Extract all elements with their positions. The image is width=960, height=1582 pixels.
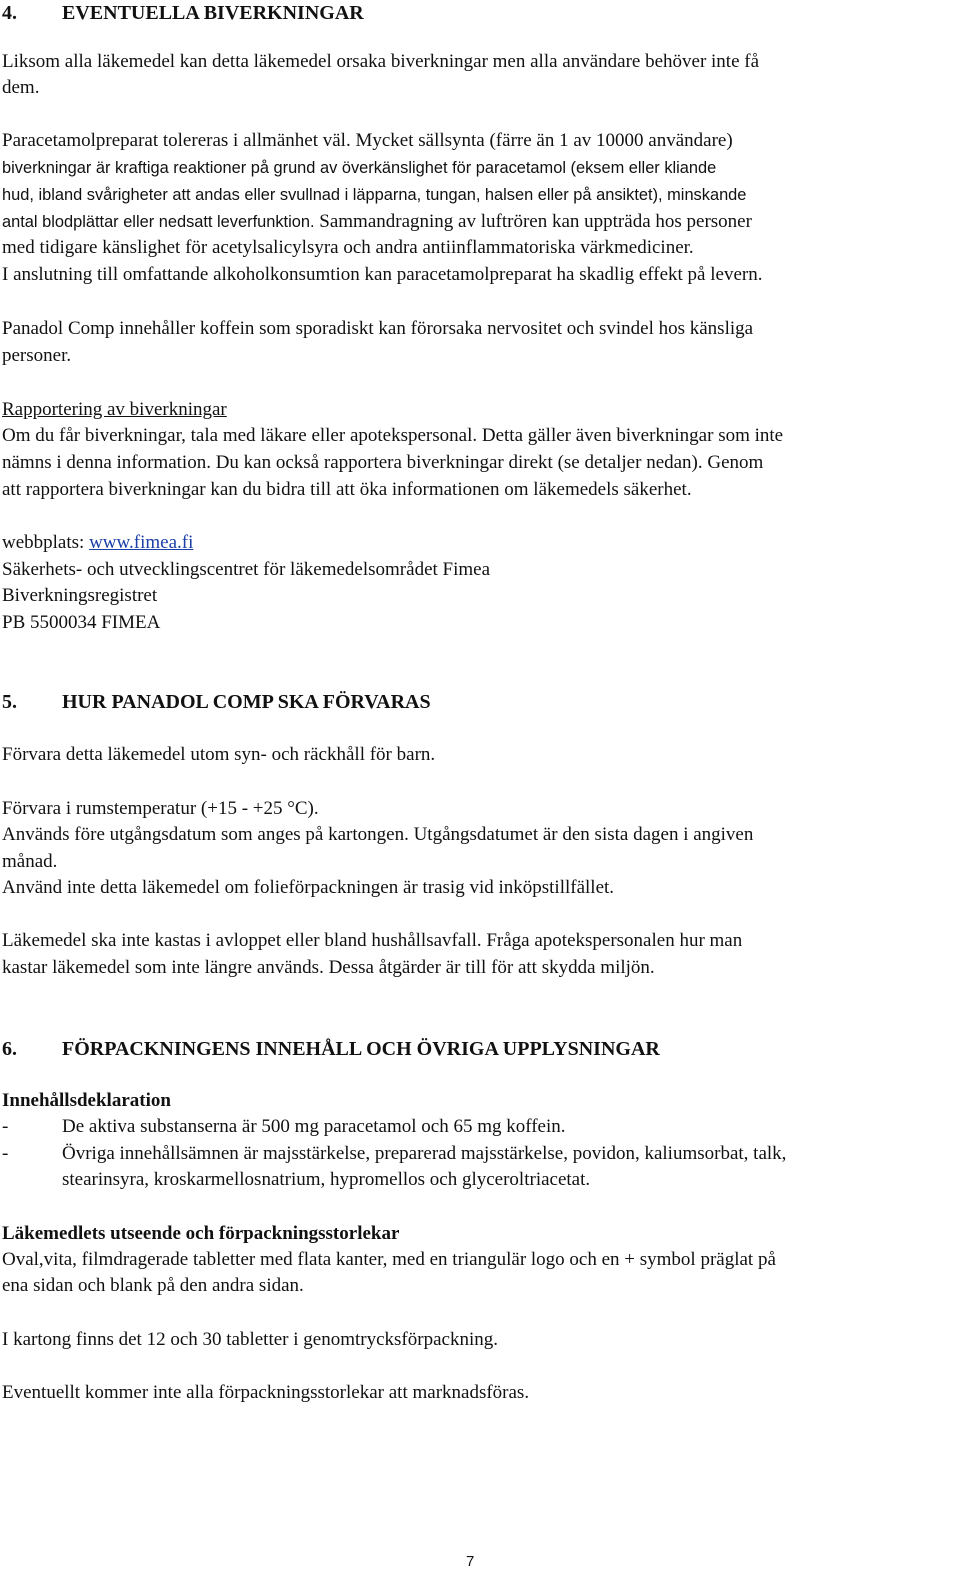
reporting-line-2: nämns i denna information. Du kan också rapportera biverkningar direkt (se detaljer nedan). Genom bbox=[2, 452, 764, 473]
intro-line-1: Liksom alla läkemedel kan detta läkemedel orsaka biverkningar men alla användare behöver inte få bbox=[2, 51, 760, 72]
tolerance-start: Paracetamolpreparat tolereras i allmänhet väl. bbox=[2, 130, 351, 151]
address-line-1: Säkerhets- och utvecklingscentret för läkemedelsområdet Fimea bbox=[2, 559, 491, 580]
reaction-line-1: biverkningar är kraftiga reaktioner på grund av överkänslighet för paracetamol (eksem eller kliande bbox=[2, 159, 717, 177]
tolerance-rest: Mycket sällsynta (färre än 1 av 10000 användare) bbox=[350, 130, 733, 151]
appearance-line-1: Oval,vita, filmdragerade tabletter med flata kanter, med en triangulär logo och en + symbol präglat på bbox=[2, 1249, 776, 1270]
address-line-3: PB 5500034 FIMEA bbox=[2, 612, 161, 633]
storage-line-3: Används före utgångsdatum som anges på kartongen. Utgångsdatumet är den sista dagen i angiven bbox=[2, 824, 754, 845]
storage-line-1: Förvara detta läkemedel utom syn- och räckhåll för barn. bbox=[2, 744, 436, 765]
website-label: webbplats: bbox=[2, 532, 90, 553]
disposal-line-1: Läkemedel ska inte kastas i avloppet eller bland hushållsavfall. Fråga apotekspersonalen hur man bbox=[2, 930, 743, 951]
appearance-line-2: ena sidan och blank på den andra sidan. bbox=[2, 1275, 304, 1296]
section-4-number: 4. bbox=[2, 2, 17, 24]
bronchial-text: Sammandragning av luftrören kan uppträda hos personer bbox=[314, 211, 752, 232]
page-number: 7 bbox=[466, 1553, 475, 1570]
section-6-title: FÖRPACKNINGENS INNEHÅLL OCH ÖVRIGA UPPLYSNINGAR bbox=[62, 1038, 660, 1060]
section-5-number: 5. bbox=[2, 691, 17, 713]
address-line-2: Biverkningsregistret bbox=[2, 585, 158, 606]
appearance-heading: Läkemedlets utseende och förpackningsstorlekar bbox=[2, 1223, 400, 1244]
storage-line-5: Använd inte detta läkemedel om folieförpackningen är trasig vid inköpstillfället. bbox=[2, 877, 615, 898]
platelet-text: antal blodplättar eller nedsatt leverfunktion. bbox=[2, 213, 315, 231]
reporting-line-3: att rapportera biverkningar kan du bidra till att öka informationen om läkemedels säkerhet. bbox=[2, 479, 692, 500]
website-line bbox=[2, 530, 193, 556]
marketing-line: Eventuellt kommer inte alla förpackningsstorlekar att marknadsföras. bbox=[2, 1382, 530, 1403]
storage-line-4: månad. bbox=[2, 851, 58, 872]
bullet-1-text: De aktiva substanserna är 500 mg paracetamol och 65 mg koffein. bbox=[62, 1116, 566, 1137]
reaction-line-2: hud, ibland svårigheter att andas eller svullnad i läpparna, tungan, halsen eller på ansiktet), minskande bbox=[2, 186, 747, 204]
tolerance-line bbox=[2, 128, 733, 154]
section-6-heading bbox=[2, 1036, 660, 1062]
reporting-line-1: Om du får biverkningar, tala med läkare eller apotekspersonal. Detta gäller även biverkningar som inte bbox=[2, 425, 784, 446]
section-5-title: HUR PANADOL COMP SKA FÖRVARAS bbox=[62, 691, 431, 713]
section-4-heading bbox=[2, 0, 364, 26]
bullet-dash-1: - bbox=[2, 1116, 9, 1137]
section-6-number: 6. bbox=[2, 1038, 17, 1060]
fimea-link[interactable]: www.fimea.fi bbox=[89, 532, 194, 553]
caffeine-line-2: personer. bbox=[2, 345, 72, 366]
intro-line-2: dem. bbox=[2, 77, 40, 98]
reporting-heading: Rapportering av biverkningar bbox=[2, 399, 227, 420]
storage-line-2: Förvara i rumstemperatur (+15 - +25 °C). bbox=[2, 798, 319, 819]
bullet-dash-2: - bbox=[2, 1143, 9, 1164]
disposal-line-2: kastar läkemedel som inte längre används. Dessa åtgärder är till för att skydda miljön. bbox=[2, 957, 655, 978]
pack-size-line: I kartong finns det 12 och 30 tabletter i genomtrycksförpackning. bbox=[2, 1329, 498, 1350]
section-4-title: EVENTUELLA BIVERKNINGAR bbox=[62, 2, 364, 24]
section-5-heading bbox=[2, 689, 431, 715]
bullet-2-text-line-1: Övriga innehållsämnen är majsstärkelse, preparerad majsstärkelse, povidon, kaliumsorbat, talk, bbox=[62, 1143, 787, 1164]
reaction-line-3 bbox=[2, 209, 752, 235]
declaration-heading: Innehållsdeklaration bbox=[2, 1090, 171, 1111]
bullet-2-text-line-2: stearinsyra, kroskarmellosnatrium, hypromellos och glyceroltriacetat. bbox=[62, 1169, 591, 1190]
caffeine-line-1: Panadol Comp innehåller koffein som sporadiskt kan förorsaka nervositet och svindel hos känsliga bbox=[2, 318, 754, 339]
alcohol-line: I anslutning till omfattande alkoholkonsumtion kan paracetamolpreparat ha skadlig effekt på levern. bbox=[2, 264, 763, 285]
asthma-line: med tidigare känslighet för acetylsalicylsyra och andra antiinflammatoriska värkmediciner. bbox=[2, 237, 694, 258]
